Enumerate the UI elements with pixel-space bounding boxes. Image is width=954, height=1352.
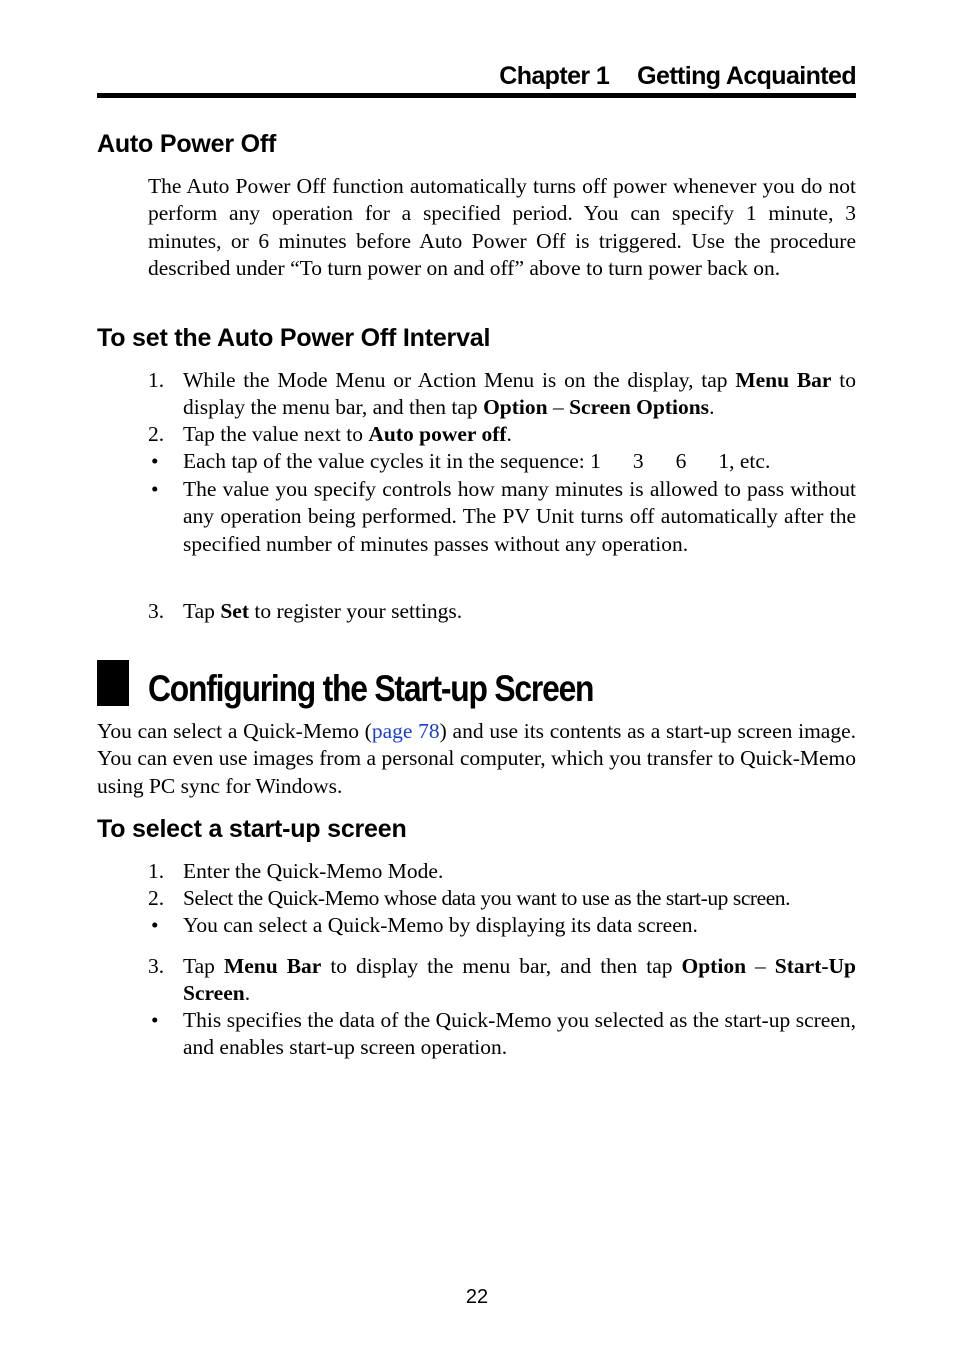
step-number: 3. — [148, 599, 165, 623]
heading-set-interval: To set the Auto Power Off Interval — [97, 324, 491, 352]
ui-term: Option — [483, 395, 548, 420]
step-number: 2. — [148, 422, 165, 446]
ui-term: Screen Options — [569, 395, 710, 420]
step-text: Tap Set to register your settings. — [183, 599, 463, 623]
bullet-icon: • — [151, 1008, 159, 1032]
section-title: Configuring the Start-up Screen — [148, 668, 594, 709]
page-link[interactable]: page 78 — [371, 719, 440, 743]
step-number: 1. — [148, 368, 165, 392]
ui-term: Option — [681, 954, 747, 978]
running-header — [97, 58, 856, 98]
step-text: Enter the Quick-Memo Mode. — [183, 859, 444, 883]
step-number: 1. — [148, 859, 165, 883]
bullet-text: This specifies the data of the Quick-Memo you selected as the start-up screen, and enables start-up screen operation. — [183, 1008, 856, 1060]
sequence-value: 3 — [632, 449, 644, 473]
heading-auto-power-off: Auto Power Off — [97, 130, 277, 158]
bullet-icon: • — [151, 477, 159, 501]
step-number: 3. — [148, 954, 165, 978]
sequence-value: 1 — [718, 449, 730, 473]
chapter-title — [499, 62, 856, 91]
heading-select-startup: To select a start-up screen — [97, 815, 407, 843]
ui-term: Start-Up Screen — [183, 954, 857, 1006]
ui-term: Auto power off — [368, 422, 507, 446]
ui-term: Menu Bar — [735, 368, 832, 392]
sequence-value: 6 — [675, 449, 687, 473]
startup-intro: You can select a Quick-Memo (page 78) and use its contents as a start-up screen image. You can even use images from a personal computer, which you transfer to Quick-Memo using PC sync for Windows. — [97, 719, 856, 798]
ui-term: Menu Bar — [223, 954, 322, 978]
chapter-number: Chapter 1 — [499, 62, 610, 90]
step-text: Select the Quick-Memo whose data you want to use as the start-up screen. — [183, 886, 791, 910]
auto-power-off-description: The Auto Power Off function automatically turns off power whenever you do not perform any operation for a specified period. You can specify 1 minute, 3 minutes, or 6 minutes before Auto Power Off is triggered. Use the procedure described under “To turn power on and off” above to turn power back on. — [148, 174, 856, 280]
bullet-text: The value you specify controls how many minutes is allowed to pass without any operation being performed. The PV Unit turns off automatically after the specified number of minutes passes without any operation. — [183, 477, 856, 556]
bullet-icon: • — [151, 449, 159, 473]
step-text: Tap the value next to Auto power off. — [183, 422, 512, 446]
ui-term: Set — [220, 599, 249, 623]
step-text: While the Mode Menu or Action Menu is on the display, tap Menu Bar to display the menu bar, and then tap Option – Screen Options. — [183, 368, 856, 420]
section-marker-icon — [97, 660, 129, 706]
bullet-text: You can select a Quick-Memo by displaying its data screen. — [183, 913, 698, 937]
bullet-text: Each tap of the value cycles it in the sequence: 1 3 6 1, etc. — [183, 448, 856, 475]
sequence-value: 1 — [590, 449, 601, 473]
page-number: 22 — [465, 1286, 489, 1308]
chapter-name: Getting Acquainted — [637, 62, 856, 90]
step-number: 2. — [148, 886, 165, 910]
step-text: Tap Menu Bar to display the menu bar, and then tap Option – Start-Up Screen. — [183, 954, 857, 1006]
bullet-icon: • — [151, 913, 159, 937]
